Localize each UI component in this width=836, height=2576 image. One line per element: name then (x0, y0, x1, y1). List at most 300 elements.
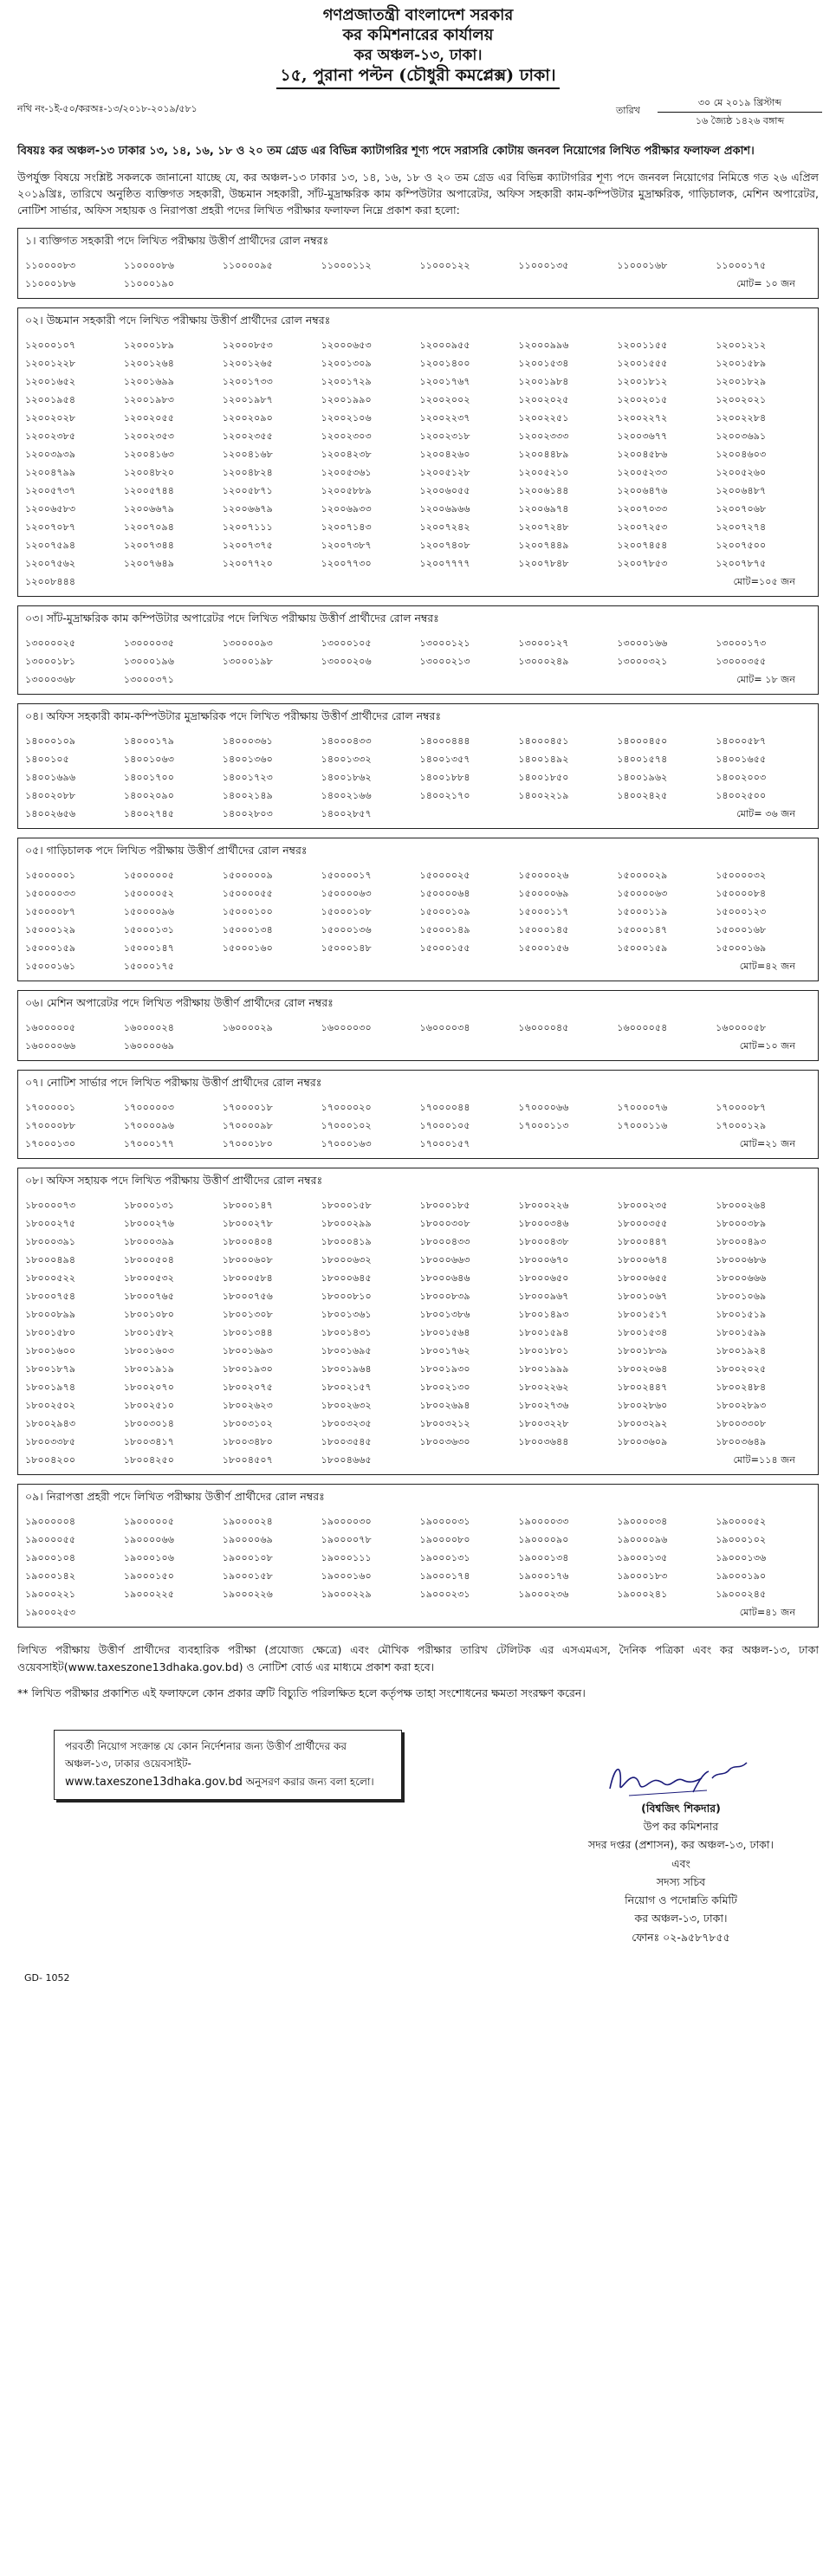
roll-number: ১৮০০৩২৯২ (617, 1417, 668, 1429)
roll-number: ১৯০০০১১১ (321, 1551, 372, 1563)
roll-number: ১৫০০০১৫৯ (25, 942, 76, 954)
roll-number: ১৭০০০১০৫ (419, 1119, 470, 1131)
roll-number: ১৫০০০১০৮ (321, 905, 372, 917)
roll-number: ১৮০০১৬০৩ (123, 1344, 175, 1356)
roll-number: ১২০০৭৭৩০ (321, 557, 372, 569)
roll-number: ১৭০০০০৮৮ (25, 1119, 76, 1131)
roll-number: ১২০০৬৯৩৩ (321, 502, 372, 515)
roll-number: ১৯০০০২৫৩ (25, 1606, 76, 1618)
roll-number: ১২০০৭৫৬২ (25, 557, 76, 569)
section-total: মোট= ১০ জন (736, 277, 795, 289)
roll-number-grid (25, 866, 811, 975)
roll-number: ১৮০০৩৬৩০ (419, 1435, 470, 1447)
roll-number: ১৪০০০৫৮৭ (716, 735, 767, 747)
roll-number: ১২০০৫২৬০ (716, 466, 767, 478)
roll-number: ১৯০০০০৩৪ (617, 1515, 668, 1527)
roll-number: ১৪০০১০৫ (25, 753, 69, 765)
roll-number: ১৫০০০০৬৯ (518, 887, 569, 899)
roll-number: ১৮০০৪২০০ (25, 1453, 76, 1466)
roll-number: ১২০০৪৪৮৯ (518, 448, 569, 460)
roll-number: ১৯০০০০৬৬ (123, 1533, 175, 1545)
roll-number: ১৮০০১৩৮৬ (419, 1308, 470, 1320)
signatory-phone: ফোনঃ ০২-৯৫৮৭৮৫৫ (632, 1930, 730, 1944)
government-name: গণপ্রজাতন্ত্রী বাংলাদেশ সরকার (322, 6, 514, 24)
roll-number: ১২০০২০২৮ (25, 411, 76, 424)
roll-number: ১৩০০০১৯৮ (222, 655, 273, 667)
roll-number: ১৭০০০১৮০ (222, 1137, 273, 1149)
roll-number: ১২০০০১০৭ (25, 339, 76, 351)
roll-number: ১৮০০১৯৭৪ (25, 1381, 76, 1393)
roll-number: ১৮০০১৫৬৪ (419, 1326, 470, 1338)
roll-number: ১২০০১৯৮৪ (518, 375, 569, 387)
roll-number: ১২০০৪২৬০ (419, 448, 470, 460)
roll-number: ১৮০০১৫৩৪ (617, 1326, 668, 1338)
subject-line (17, 143, 822, 160)
roll-number: ১২০০৪২৩৮ (321, 448, 372, 460)
roll-number: ১৯০০০১০৪ (25, 1551, 76, 1563)
roll-number: ১৩০০০০৯৩ (222, 637, 273, 649)
roll-number: ১৫০০০১৩৬ (321, 923, 372, 935)
roll-number: ১৮০০০৭৫৬ (222, 1290, 273, 1302)
roll-number: ১৯০০০২৪১ (617, 1588, 668, 1600)
roll-number: ১৩০০০২০৬ (321, 655, 372, 667)
roll-number: ১৪০০২৭৪৫ (123, 807, 175, 819)
roll-number: ১২০০২০২৫ (518, 393, 569, 405)
roll-number: ১৮০০১৪৯৩ (518, 1308, 569, 1320)
roll-number: ১৩০০০১২১ (419, 637, 470, 649)
roll-number: ১৩০০০১০৫ (321, 637, 372, 649)
section-title: ০৬। মেশিন অপারেটর পদে লিখিত পরীক্ষায় উত্তীর্ণ প্রার্থীদের রোল নম্বরঃ (25, 995, 334, 1009)
roll-number: ১৮০০০৭৫৪ (25, 1290, 76, 1302)
roll-number: ১৭০০০০০৩ (123, 1101, 175, 1113)
roll-number: ১৩০০০০২৫ (25, 637, 76, 649)
signatory-zone: কর অঞ্চল-১৩, ঢাকা। (634, 1912, 728, 1926)
footnote: ** লিখিত পরীক্ষার প্রকাশিত এই ফলাফলে কোন প্রকার ত্রুটি বিচ্যুতি পরিলক্ষিত হলে কর্তৃপক্ষ তাহা সংশোধনের ক্ষমতা সংরক্ষণ করেন। (17, 1686, 586, 1699)
roll-number: ১৮০০১০৬৭ (617, 1290, 668, 1302)
roll-number: ১৭০০০১৫৭ (419, 1137, 470, 1149)
roll-number: ১৫০০০১৪৭ (123, 942, 175, 954)
roll-number: ১২০০৭২৪২ (419, 521, 470, 533)
roll-number: ১৪০০১৮৮৪ (419, 771, 470, 783)
letterhead (14, 5, 822, 89)
roll-number: ১২০০২৩৮৫ (25, 430, 76, 442)
roll-number: ১২০০৫২১০ (518, 466, 569, 478)
roll-number: ১৮০০১৩৬১ (321, 1308, 372, 1320)
subject-text: কর অঞ্চল-১৩ ঢাকার ১৩, ১৪, ১৬, ১৮ ও ২০ তম গ্রেড এর বিভিন্ন ক্যাটাগরির শূণ্য পদে সরাসরি কোটায় জনবল নিয়োগের লিখিত পরীক্ষার ফলাফল প্রকাশ। (49, 144, 755, 158)
roll-number: ১৮০০২০৬৪ (617, 1362, 668, 1375)
roll-number: ১৫০০০১৩৪ (222, 923, 273, 935)
notice-text-2: অনুসরণ করার জন্য বলা হলো। (245, 1775, 374, 1788)
roll-number: ১২০০২০০২ (419, 393, 470, 405)
roll-number: ১৪০০০৪৩৩ (321, 735, 372, 747)
roll-number: ১২০০৪১৬৮ (222, 448, 273, 460)
roll-number: ১২০০৬৯৭৪ (518, 502, 569, 515)
roll-number: ১৮০০২৭৩৬ (518, 1399, 569, 1411)
roll-number: ১৯০০০২২১ (25, 1588, 76, 1600)
roll-number: ১৮০০০১৩১ (123, 1199, 175, 1211)
subject-label: বিষয়ঃ (17, 144, 46, 158)
roll-number: ১৩০০০১৯৬ (123, 655, 175, 667)
roll-number: ১৭০০০১১৩ (518, 1119, 569, 1131)
roll-number: ১৮০০১০৬৯ (716, 1290, 767, 1302)
roll-number: ১৮০০০৪৩৩ (419, 1235, 470, 1247)
result-section-3 (17, 605, 819, 695)
memo-number: নথি নং-১ই-৫০/করঅঃ-১৩/২০১৮-২০১৯/৫৮১ (17, 102, 198, 114)
roll-number: ১৮০০০১৮৫ (419, 1199, 470, 1211)
roll-number: ১৪০০১৬৯৬ (25, 771, 76, 783)
roll-number: ১৫০০০১১৭ (518, 905, 569, 917)
roll-number: ১৫০০০০৩২ (716, 869, 767, 881)
roll-number: ১৮০০০৬৫০ (518, 1272, 569, 1284)
roll-number: ১২০০৬৪৭৬ (617, 484, 668, 496)
roll-number: ১৬০০০০২৯ (222, 1021, 273, 1033)
roll-number: ১৫০০০১৫৯ (617, 942, 668, 954)
roll-number: ১৮০০৩৬৪৪ (518, 1435, 569, 1447)
roll-number: ১৮০০৩৬৪৯ (716, 1435, 767, 1447)
roll-number: ১৯০০০১৭৬ (518, 1570, 569, 1582)
roll-number: ১৬০০০০৬৬ (25, 1039, 76, 1052)
roll-number: ১৮০০০৩০৮ (419, 1217, 470, 1229)
roll-number: ১৮০০০৮১০ (321, 1290, 372, 1302)
section-total: মোট=১০ জন (739, 1039, 795, 1052)
roll-number: ১৪০০২৪২৫ (617, 789, 668, 801)
section-title: ০৭। নোটিশ সার্ভার পদে লিখিত পরীক্ষায় উত্তীর্ণ প্রার্থীদের রোল নম্বরঃ (25, 1075, 322, 1089)
roll-number: ১৩০০০৩৫৫ (716, 655, 767, 667)
roll-number: ১৪০০০৪৫০ (617, 735, 668, 747)
roll-number: ১৫০০০০০১ (25, 869, 76, 881)
roll-number: ১৭০০০০৯৮ (222, 1119, 273, 1131)
roll-number: ১৯০০০০৮০ (419, 1533, 470, 1545)
roll-number: ১২০০৭০৯৪ (123, 521, 175, 533)
signature-block (534, 1756, 828, 1946)
section-title: ০৪। অফিস সহকারী কাম-কম্পিউটার মুদ্রাক্ষরিক পদে লিখিত পরীক্ষায় উত্তীর্ণ প্রার্থীদের রোল নম্বরঃ (25, 709, 442, 722)
roll-number: ১২০০২০৫৫ (123, 411, 175, 424)
roll-number: ১৫০০০১৪৭ (617, 923, 668, 935)
roll-number: ১৮০০০৩৪৬ (518, 1217, 569, 1229)
roll-number: ১৪০০১০৬৩ (123, 753, 175, 765)
roll-number: ১৮০০০৩৫৫ (617, 1217, 668, 1229)
roll-number: ১২০০৬৬৭৯ (123, 502, 175, 515)
roll-number: ১৮০০১৯৯৯ (518, 1362, 569, 1375)
roll-number: ১২০০৪৮২৪ (222, 466, 273, 478)
roll-number: ১৫০০০০৬৪ (419, 887, 470, 899)
roll-number: ১৯০০০২২৫ (123, 1588, 175, 1600)
roll-number: ১৬০০০০৪৫ (518, 1021, 569, 1033)
roll-number: ১৭০০০০১৮ (222, 1101, 273, 1113)
roll-number: ১২০০১৯৮৩ (123, 393, 175, 405)
roll-number: ১৮০০৩৪১৭ (123, 1435, 175, 1447)
roll-number: ১৭০০০০২০ (321, 1101, 372, 1113)
zone-name: কর অঞ্চল-১৩, ঢাকা। (353, 46, 483, 64)
roll-number: ১৭০০০১৭৭ (123, 1137, 175, 1149)
roll-number: ১৮০০৩২২৮ (518, 1417, 569, 1429)
roll-number: ১৩০০০০৩৫ (123, 637, 175, 649)
roll-number: ১৯০০০০৩০ (321, 1515, 372, 1527)
roll-number: ১৮০০৩২৩৫ (321, 1417, 372, 1429)
roll-number: ১৮০০০৫০৪ (123, 1253, 175, 1265)
roll-number: ১৮০০০৯৬৭ (518, 1290, 569, 1302)
roll-number-grid (25, 1098, 811, 1153)
roll-number: ১২০০৫৭৩৭ (25, 484, 76, 496)
result-section-6 (17, 990, 819, 1061)
roll-number: ১২০০১৭৬৭ (419, 375, 470, 387)
roll-number: ১৪০০২২১৯ (518, 789, 569, 801)
roll-number: ১২০০২৩৩৩ (518, 430, 569, 442)
roll-number: ১৮০০০৪৯৪ (25, 1253, 76, 1265)
roll-number: ১২০০৭৭২০ (222, 557, 273, 569)
roll-number: ১২০০২৩০৩ (321, 430, 372, 442)
roll-number: ১২০০৭৪৪৯ (518, 539, 569, 551)
roll-number: ১২০০৫৩৬১ (321, 466, 372, 478)
roll-number-grid (25, 634, 811, 689)
roll-number: ১২০০৭০৮৭ (25, 521, 76, 533)
roll-number: ১৮০০১৯৩০ (419, 1362, 470, 1375)
roll-number: ১২০০৪৭৯৯ (25, 466, 76, 478)
roll-number: ১৯০০০২৩৬ (518, 1588, 569, 1600)
roll-number: ১২০০০১৮৯ (123, 339, 175, 351)
roll-number: ১৪০০১৯৬২ (617, 771, 668, 783)
roll-number: ১২০০৭১৪৩ (321, 521, 372, 533)
reference-row (14, 94, 822, 134)
roll-number: ১৩০০০৩৬৮ (25, 673, 76, 685)
roll-number: ১৮০০১৯৩০ (222, 1362, 273, 1375)
roll-number: ১৮০০১৫৯৯ (716, 1326, 767, 1338)
roll-number: ১২০০১২২৮ (25, 357, 76, 369)
roll-number: ১৮০০২৮৬০ (617, 1399, 668, 1411)
roll-number: ১৮০০০৮৯৯ (25, 1308, 76, 1320)
roll-number: ১২০০৬৫৮৩ (25, 502, 76, 515)
date-label: তারিখ (616, 104, 640, 116)
roll-number: ১৮০০০৩৯১ (25, 1235, 76, 1247)
roll-number: ১৯০০০১৪২ (25, 1570, 76, 1582)
roll-number: ১৯০০০০৯৬ (617, 1533, 668, 1545)
roll-number: ১৮০০০৬৩২ (321, 1253, 372, 1265)
roll-number: ১৮০০১৮৭৯ (25, 1362, 76, 1375)
roll-number: ১২০০৭০৩৩ (617, 502, 668, 515)
roll-number: ১৮০০০৫৩২ (123, 1272, 175, 1284)
roll-number: ১৮০০০২৭৮ (222, 1217, 273, 1229)
roll-number: ১৮০০১৮৩৯ (617, 1344, 668, 1356)
website-link[interactable]: www.taxeszone13dhaka.gov.bd (65, 1775, 243, 1789)
roll-number: ১৮০০০২৩৫ (617, 1199, 668, 1211)
roll-number: ১২০০৭৪০৮ (419, 539, 470, 551)
roll-number: ১৮০০০৬৪৫ (321, 1272, 372, 1284)
roll-number: ১৮০০০৩৯৯ (123, 1235, 175, 1247)
roll-number: ১২০০৪৫৮৬ (617, 448, 668, 460)
roll-number: ১৯০০০০৭৮ (321, 1533, 372, 1545)
roll-number: ১৮০০৩৩৮৫ (25, 1435, 76, 1447)
signatory-and: এবং (671, 1856, 690, 1870)
roll-number: ১৫০০০১৫৬ (518, 942, 569, 954)
section-title: ০৫। গাড়িচালক পদে লিখিত পরীক্ষায় উত্তীর্ণ প্রার্থীদের রোল নম্বরঃ (25, 843, 308, 857)
roll-number: ১৯০০০২২৬ (222, 1588, 273, 1600)
date-gregorian: ৩০ মে ২০১৯ খ্রিস্টাব্দ (658, 94, 822, 113)
roll-number: ১১০০০১৬৮ (617, 259, 668, 271)
roll-number: ১২০০৭৫০০ (716, 539, 767, 551)
roll-number: ১৪০০২৮৫৭ (321, 807, 372, 819)
roll-number: ১২০০৭২৭৪ (716, 521, 767, 533)
roll-number: ১৪০০০১০৯ (25, 735, 76, 747)
roll-number: ১২০০০৮৫৩ (222, 339, 273, 351)
roll-number: ১৬০০০০০৫ (25, 1021, 76, 1033)
result-section-8 (17, 1168, 819, 1475)
notice-text-1: পরবর্তী নিয়োগ সংক্রান্ত যে কোন নির্দেশনার জন্য উত্তীর্ণ প্রার্থীদের কর অঞ্চল-১৩, ঢাকার ওয়েবসাইট- (65, 1739, 347, 1770)
roll-number: ১১০০০১৭৫ (716, 259, 767, 271)
roll-number: ১৮০০৩৫৪৫ (321, 1435, 372, 1447)
roll-number: ১২০০০৯৫৫ (419, 339, 470, 351)
roll-number: ১৯০০০১০৮ (222, 1551, 273, 1563)
roll-number: ১৫০০০০২৫ (419, 869, 470, 881)
roll-number: ১২০০২২৩৭ (419, 411, 470, 424)
roll-number: ১৭০০০০৪৪ (419, 1101, 470, 1113)
roll-number: ১২০০১৬৯৯ (123, 375, 175, 387)
roll-number: ১৭০০০০৯৬ (123, 1119, 175, 1131)
roll-number: ১৯০০০১০২ (716, 1533, 767, 1545)
roll-number: ১৮০০০৬৪৬ (419, 1272, 470, 1284)
roll-number: ১৯০০০০৫২ (716, 1515, 767, 1527)
roll-number: ১১০০০১৮৬ (25, 277, 76, 289)
roll-number: ১৬০০০০৫৮ (716, 1021, 767, 1033)
roll-number: ১৪০০১৭০০ (123, 771, 175, 783)
roll-number: ১৮০০০৬৬৬ (716, 1272, 767, 1284)
roll-number: ১৮০০২২৬২ (518, 1381, 569, 1393)
roll-number: ১২০০১৬৫২ (25, 375, 76, 387)
roll-number: ১২০০৭৮৪৮ (518, 557, 569, 569)
roll-number: ১৯০০০১৬০ (321, 1570, 372, 1582)
roll-number: ১৪০০২০৯০ (123, 789, 175, 801)
roll-number: ১২০০১২৬৪ (123, 357, 175, 369)
roll-number: ১৮০০২৬২৩ (222, 1399, 273, 1411)
roll-number: ১৫০০০১২৩ (716, 905, 767, 917)
roll-number: ১৩০০০১৭৩ (716, 637, 767, 649)
roll-number: ১২০০১৭২৯ (321, 375, 372, 387)
roll-number: ১৮০০২৪৪৭ (617, 1381, 668, 1393)
roll-number: ১২০০২০২১ (716, 393, 767, 405)
roll-number: ১৮০০০২৭৫ (25, 1217, 76, 1229)
roll-number: ১২০০২৩৫৩ (123, 430, 175, 442)
roll-number-grid (25, 336, 811, 591)
roll-number: ১২০০৫৮৭১ (222, 484, 273, 496)
roll-number: ১৭০০০১৩০ (25, 1137, 76, 1149)
signatory-office: সদর দপ্তর (প্রশাসন), কর অঞ্চল-১৩, ঢাকা। (587, 1838, 774, 1852)
roll-number: ১৪০০০৩৬১ (222, 735, 273, 747)
roll-number: ১২০০১৪০০ (419, 357, 470, 369)
roll-number: ১৮০০০২৯৯ (321, 1217, 372, 1229)
roll-number: ১৪০০১৭২৩ (222, 771, 273, 783)
roll-number: ১৮০০০৬৫৫ (617, 1272, 668, 1284)
roll-number: ১৪০০০৪৪৪ (419, 735, 470, 747)
roll-number: ১৫০০০০৬৩ (321, 887, 372, 899)
roll-number: ১২০০১২১২ (716, 339, 767, 351)
roll-number: ১৪০০১৫৭৪ (617, 753, 668, 765)
roll-number: ১৩০০০৩২১ (617, 655, 668, 667)
roll-number: ১৯০০০০২৪ (222, 1515, 273, 1527)
roll-number: ১৮০০১৫১৭ (617, 1308, 668, 1320)
roll-number: ১১০০০১২২ (419, 259, 470, 271)
roll-number: ১২০০৬৪৮৭ (716, 484, 767, 496)
roll-number: ১১০০০১৩৫ (518, 259, 569, 271)
roll-number: ১৪০০০১৭৯ (123, 735, 175, 747)
roll-number: ১৭০০০০৭৬ (617, 1101, 668, 1113)
roll-number: ১৮০০০২৬৪ (716, 1199, 767, 1211)
section-title: ০৮। অফিস সহায়ক পদে লিখিত পরীক্ষায় উত্তীর্ণ প্রার্থীদের রোল নম্বরঃ (25, 1173, 323, 1187)
roll-number: ১১০০০০৮৬ (123, 259, 175, 271)
roll-number: ১৭০০০১০২ (321, 1119, 372, 1131)
roll-number: ১৯০০০১৫০ (123, 1570, 175, 1582)
document-code: GD- 1052 (24, 1971, 70, 1984)
roll-number: ১২০০৫২৩৩ (617, 466, 668, 478)
roll-number: ১৯০০০০৬৯ (222, 1533, 273, 1545)
roll-number: ১১০০০১৯০ (123, 277, 175, 289)
signatory-role: সদস্য সচিব (656, 1874, 706, 1888)
roll-number: ১৮০০১০৮০ (123, 1308, 175, 1320)
roll-number: ১৮০০২৬৯৪ (419, 1399, 470, 1411)
signatory-title: উপ কর কমিশনার (643, 1820, 719, 1834)
signatory-committee: নিয়োগ ও পদোন্নতি কমিটি (625, 1893, 737, 1907)
roll-number: ১৮০০২১৫৭ (321, 1381, 372, 1393)
roll-number: ১২০০৪৬০৩ (716, 448, 767, 460)
roll-number: ১৮০০২৯৪৩ (25, 1417, 76, 1429)
result-section-4 (17, 703, 819, 829)
section-total: মোট= ১৮ জন (736, 673, 795, 685)
roll-number: ১৮০০০৪৪৭ (617, 1235, 668, 1247)
date-bangla: ১৬ জ্যৈষ্ঠ ১৪২৬ বঙ্গাব্দ (695, 114, 785, 126)
result-section-9 (17, 1484, 819, 1628)
roll-number: ১৪০০১৩৫৭ (419, 753, 470, 765)
roll-number: ১২০০৮৪৪৪ (25, 575, 76, 587)
result-sections (14, 228, 822, 1628)
roll-number: ১৮০০৩২১২ (419, 1417, 470, 1429)
roll-number: ১৮০০১৩০৮ (222, 1308, 273, 1320)
roll-number: ১৫০০০১২৯ (25, 923, 76, 935)
roll-number: ১৯০০০০৩১ (419, 1515, 470, 1527)
roll-number: ১৮০০৩৬০৯ (617, 1435, 668, 1447)
roll-number: ১২০০৭৩৭৫ (222, 539, 273, 551)
roll-number: ১২০০৬৯৬৬ (419, 502, 470, 515)
roll-number: ১৮০০০৪১৯ (321, 1235, 372, 1247)
roll-number: ১৫০০০০৬৩ (617, 887, 668, 899)
roll-number: ১৮০০১৫৮২ (123, 1326, 174, 1338)
roll-number: ১৪০০১৬৫৫ (716, 753, 767, 765)
roll-number: ১৯০০০২২৯ (321, 1588, 372, 1600)
roll-number: ১৮০০১৯২৪ (716, 1344, 767, 1356)
result-section-5 (17, 838, 819, 981)
result-section-7 (17, 1070, 819, 1159)
roll-number: ১৮০০০৫২২ (25, 1272, 76, 1284)
roll-number: ১২০০১৮২৯ (716, 375, 767, 387)
roll-number: ১২০০২০৯০ (222, 411, 273, 424)
roll-number: ১৮০০০৪৩৮ (518, 1235, 569, 1247)
roll-number: ১২০০১২৬৫ (222, 357, 273, 369)
roll-number: ১৮০০০২২৬ (518, 1199, 569, 1211)
roll-number: ১৮০০২০৭০ (123, 1381, 175, 1393)
roll-number: ১৪০০১৮৬২ (321, 771, 372, 783)
roll-number: ১২০০৭৮৭৫ (716, 557, 767, 569)
roll-number: ১৮০০০৬৭০ (518, 1253, 569, 1265)
roll-number: ১৯০০০১৯০ (716, 1570, 767, 1582)
roll-number: ১৮০০২৬৩২ (321, 1399, 372, 1411)
roll-number: ১৪০০২৬৫৬ (25, 807, 76, 819)
roll-number: ১৮০০০৬০৮ (222, 1253, 273, 1265)
roll-number: ১১০০০০৯৫ (222, 259, 273, 271)
roll-number: ১৭০০০০০১ (25, 1101, 76, 1113)
roll-number: ১১০০০০৮৩ (25, 259, 76, 271)
roll-number: ১৮০০২৫১০ (123, 1399, 175, 1411)
roll-number-grid (25, 1512, 811, 1621)
roll-number: ১৮০০১৬৯৩ (222, 1344, 273, 1356)
roll-number: ১৮০০৪৬৬৫ (321, 1453, 372, 1466)
section-total: মোট=১০৫ জন (733, 575, 795, 587)
